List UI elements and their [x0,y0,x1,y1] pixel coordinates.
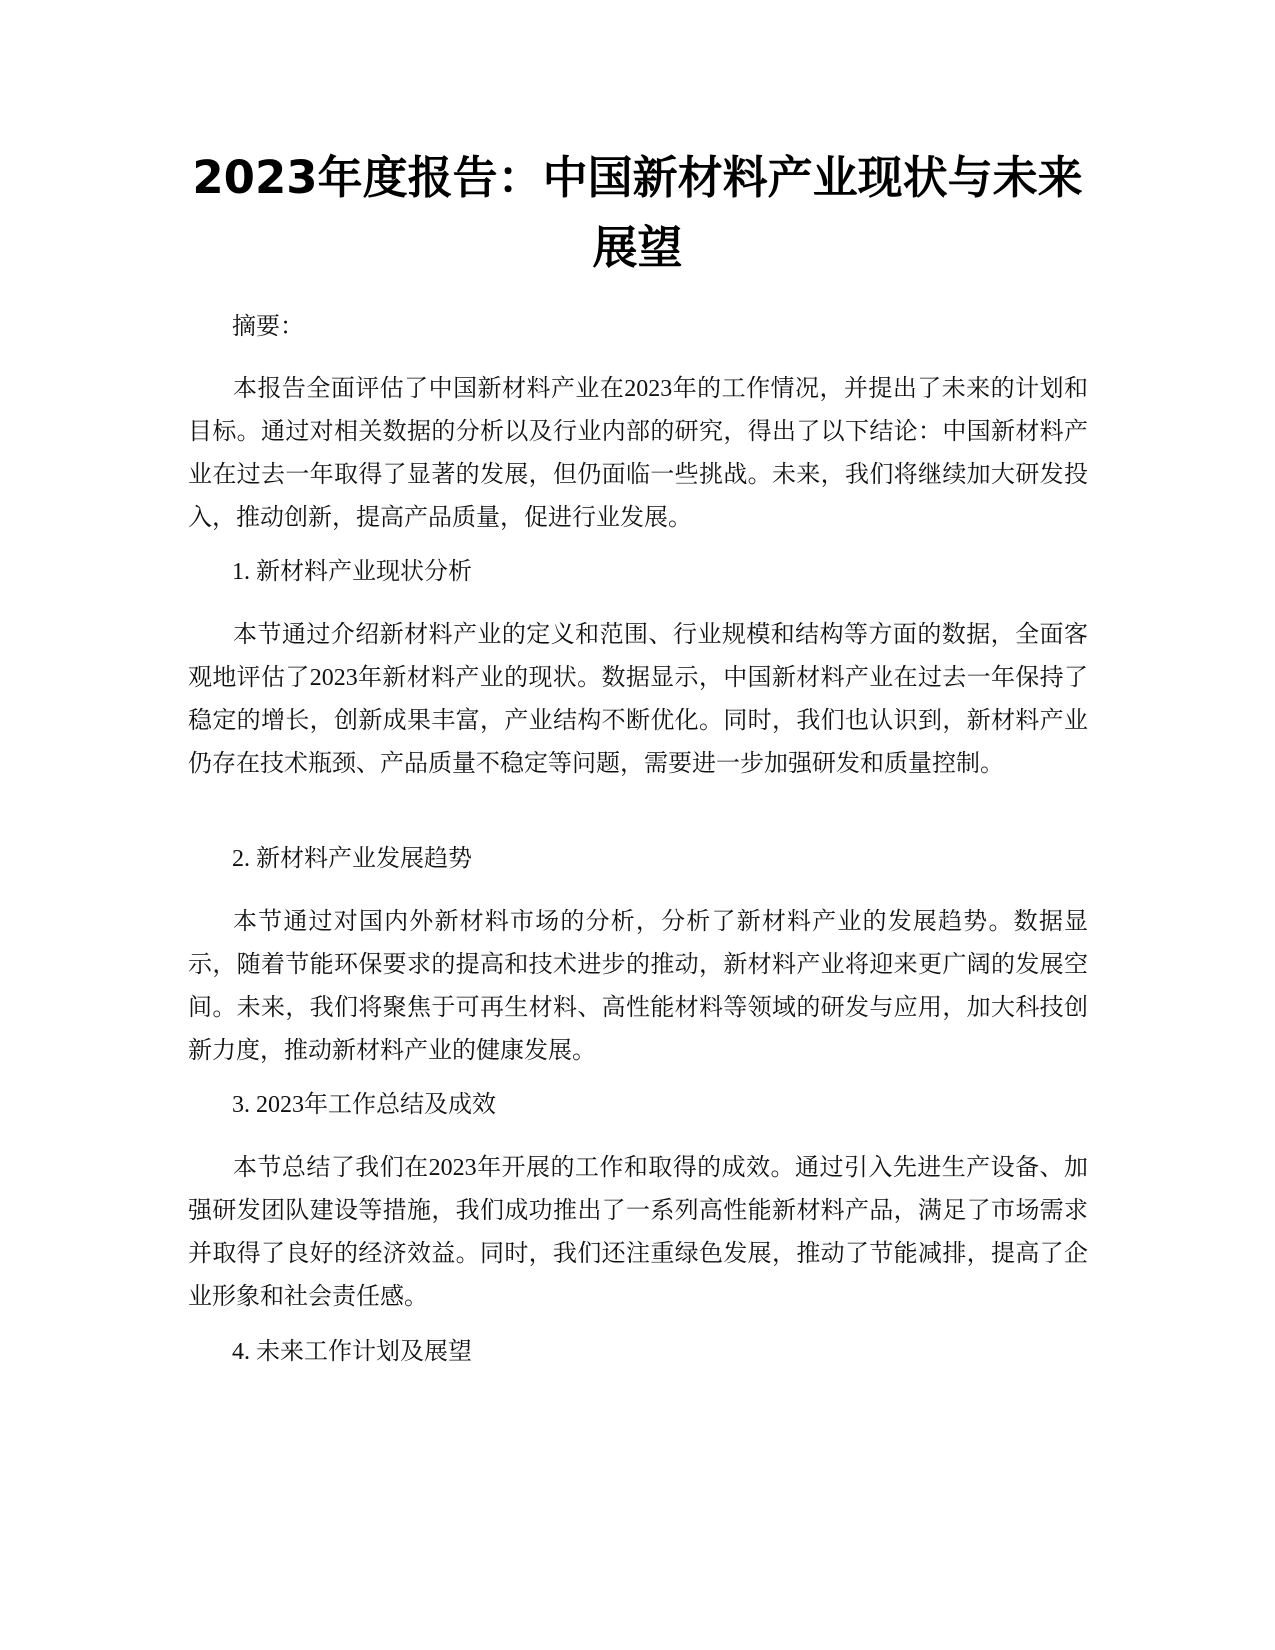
section-4-heading: 4. 未来工作计划及展望 [232,1339,472,1365]
section-2-paragraph: 本节通过对国内外新材料市场的分析，分析了新材料产业的发展趋势。数据显示，随着节能环保要求的提高和技术进步的推动，新材料产业将迎来更广阔的发展空间。未来，我们将聚焦于可再生材料、高性能材料等领域的研发与应用，加大科技创新力度，推动新材料产业的健康发展。 [188,909,1088,1064]
section-2-heading: 2. 新材料产业发展趋势 [232,846,472,872]
section-1-heading: 1. 新材料产业现状分析 [232,559,472,585]
document-title: 2023年度报告：中国新材料产业现状与未来展望 [192,151,1083,274]
abstract-paragraph: 本报告全面评估了中国新材料产业在2023年的工作情况，并提出了未来的计划和目标。通过对相关数据的分析以及行业内部的研究，得出了以下结论：中国新材料产业在过去一年取得了显著的发展，但仍面临一些挑战。未来，我们将继续加大研发投入，推动创新，提高产品质量，促进行业发展。 [188,376,1088,531]
section-3-heading: 3. 2023年工作总结及成效 [232,1092,496,1118]
section-1-paragraph: 本节通过介绍新材料产业的定义和范围、行业规模和结构等方面的数据，全面客观地评估了2023年新材料产业的现状。数据显示，中国新材料产业在过去一年保持了稳定的增长，创新成果丰富，产业结构不断优化。同时，我们也认识到，新材料产业仍存在技术瓶颈、产品质量不稳定等问题，需要进一步加强研发和质量控制。 [188,622,1088,777]
section-3-paragraph: 本节总结了我们在2023年开展的工作和取得的成效。通过引入先进生产设备、加强研发团队建设等措施，我们成功推出了一系列高性能新材料产品，满足了市场需求并取得了良好的经济效益。同时，我们还注重绿色发展，推动了节能减排，提高了企业形象和社会责任感。 [188,1155,1088,1310]
abstract-label: 摘要： [232,314,304,340]
